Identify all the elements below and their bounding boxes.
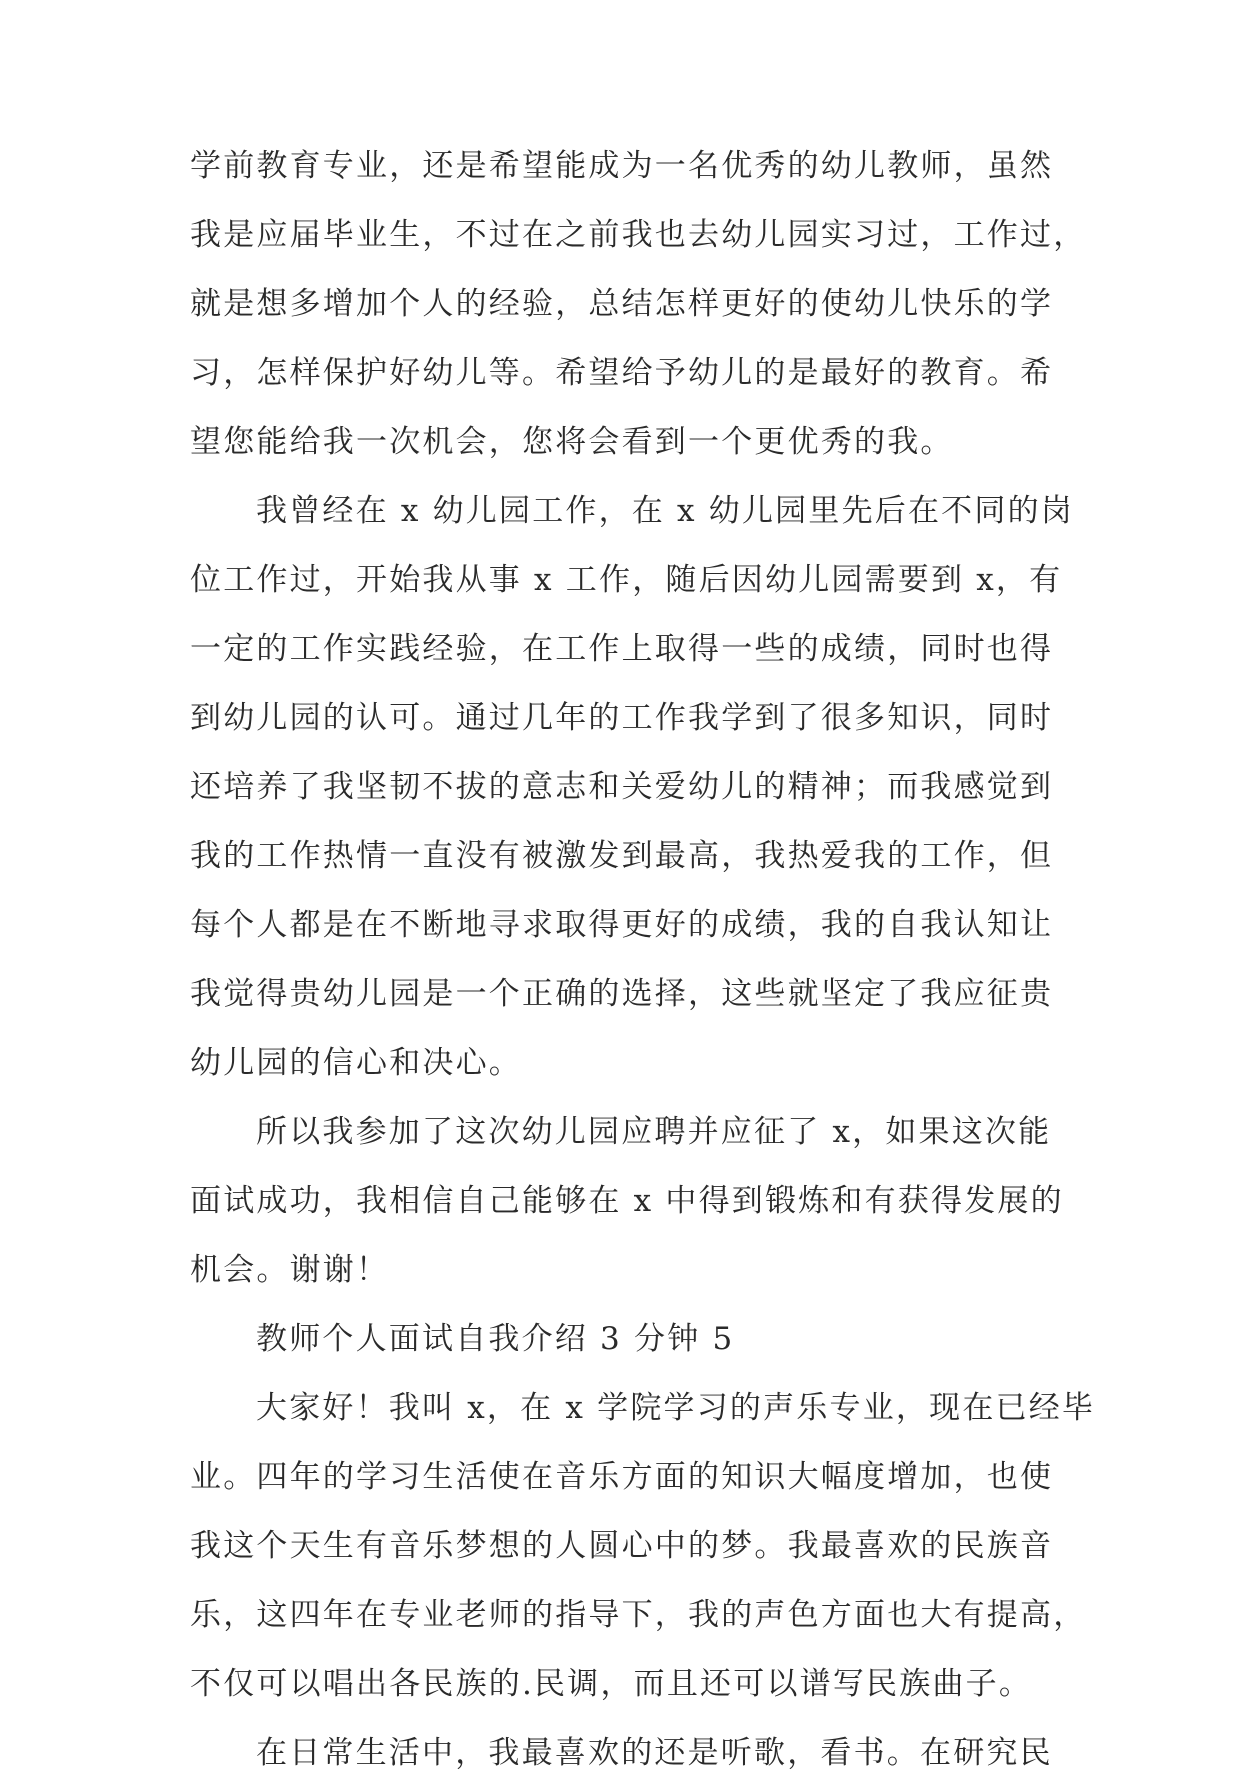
text-line: 每个人都是在不断地寻求取得更好的成绩，我的自我认知让 bbox=[190, 907, 1054, 943]
text-line: 我这个天生有音乐梦想的人圆心中的梦。我最喜欢的民族音 bbox=[190, 1528, 1054, 1564]
text-line: 到幼儿园的认可。通过几年的工作我学到了很多知识，同时 bbox=[190, 700, 1054, 736]
text-line: 幼儿园的信心和决心。 bbox=[190, 1045, 522, 1081]
text-line: 望您能给我一次机会，您将会看到一个更优秀的我。 bbox=[190, 424, 954, 460]
text-line: 还培养了我坚韧不拔的意志和关爱幼儿的精神；而我感觉到 bbox=[190, 769, 1054, 805]
text-line: 面试成功，我相信自己能够在 x 中得到锻炼和有获得发展的 bbox=[190, 1183, 1064, 1219]
section-heading: 教师个人面试自我介绍 3 分钟 5 bbox=[256, 1321, 735, 1357]
text-line: 我是应届毕业生，不过在之前我也去幼儿园实习过，工作过， bbox=[190, 217, 1087, 253]
text-line: 学前教育专业，还是希望能成为一名优秀的幼儿教师，虽然 bbox=[190, 148, 1054, 184]
text-line: 机会。谢谢！ bbox=[190, 1252, 390, 1288]
text-line: 我的工作热情一直没有被激发到最高，我热爱我的工作，但 bbox=[190, 838, 1054, 874]
text-line: 在日常生活中，我最喜欢的还是听歌，看书。在研究民 bbox=[256, 1735, 1053, 1771]
text-line: 乐，这四年在专业老师的指导下，我的声色方面也大有提高， bbox=[190, 1597, 1087, 1633]
text-line: 我曾经在 x 幼儿园工作，在 x 幼儿园里先后在不同的岗 bbox=[256, 493, 1074, 529]
text-line: 业。四年的学习生活使在音乐方面的知识大幅度增加，也使 bbox=[190, 1459, 1054, 1495]
text-line: 就是想多增加个人的经验，总结怎样更好的使幼儿快乐的学 bbox=[190, 286, 1054, 322]
text-line: 我觉得贵幼儿园是一个正确的选择，这些就坚定了我应征贵 bbox=[190, 976, 1054, 1012]
text-line: 习，怎样保护好幼儿等。希望给予幼儿的是最好的教育。希 bbox=[190, 355, 1054, 391]
document-body bbox=[190, 132, 1096, 1788]
text-line: 一定的工作实践经验，在工作上取得一些的成绩，同时也得 bbox=[190, 631, 1054, 667]
text-line: 不仅可以唱出各民族的.民调，而且还可以谱写民族曲子。 bbox=[190, 1666, 1033, 1702]
text-line: 所以我参加了这次幼儿园应聘并应征了 x，如果这次能 bbox=[256, 1114, 1052, 1150]
text-line: 大家好！我叫 x，在 x 学院学习的声乐专业，现在已经毕 bbox=[256, 1390, 1096, 1426]
text-line: 位工作过，开始我从事 x 工作，随后因幼儿园需要到 x，有 bbox=[190, 562, 1063, 598]
